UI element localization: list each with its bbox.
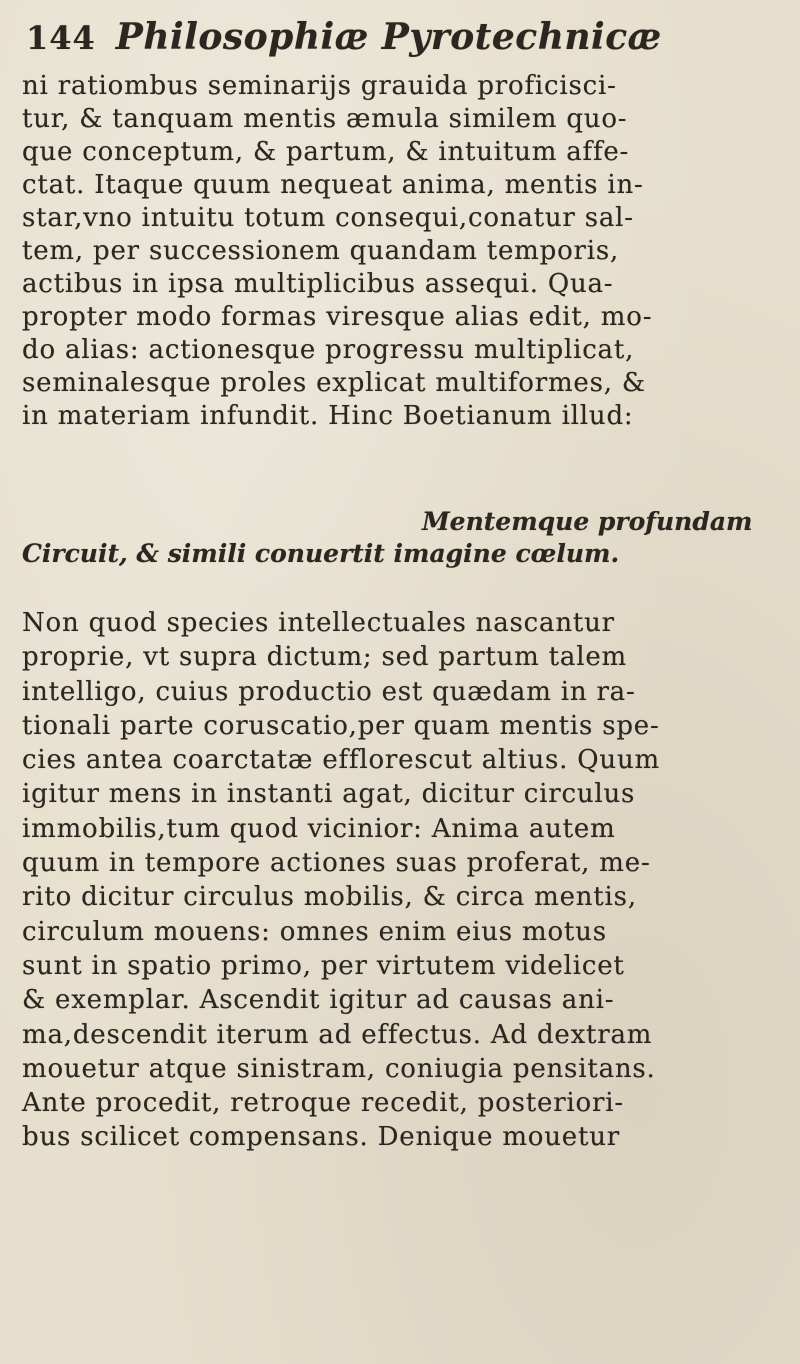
text-line: mouetur atque sinistram, coniugia pensitans. — [22, 1053, 656, 1084]
page-number: 144 — [26, 19, 96, 57]
text-line: do alias: actionesque progressu multiplicat, — [22, 335, 635, 365]
text-line: bus scilicet compensans. Denique mouetur — [22, 1122, 621, 1153]
text-line: rito dicitur circulus mobilis, & circa mentis, — [22, 882, 637, 913]
text-line: immobilis,tum quod vicinior: Anima autem — [22, 813, 616, 844]
text-line: sunt in spatio primo, per virtutem videlicet — [22, 950, 625, 981]
text-line: ma,descendit iterum ad effectus. Ad dextram — [22, 1019, 653, 1050]
text-line: igitur mens in instanti agat, dicitur circulus — [22, 779, 636, 810]
text-line: circulum mouens: omnes enim eius motus — [22, 916, 607, 947]
text-line: Non quod species intellectuales nascantur — [22, 608, 615, 638]
paragraph-two — [22, 606, 792, 1155]
text-line: propter modo formas viresque alias edit, mo- — [22, 302, 653, 332]
text-line: in materiam infundit. Hinc Boetianum illud: — [22, 401, 634, 431]
text-line: cies antea coarctatæ efflorescut altius. Quum — [22, 745, 660, 776]
text-line: tur, & tanquam mentis æmula similem quo- — [22, 104, 628, 134]
text-line: proprie, vt supra dictum; sed partum talem — [22, 642, 627, 673]
running-head: Philosophiæ Pyrotechnicæ — [115, 16, 662, 58]
quote-line-1: Mentemque profundam — [422, 507, 753, 536]
main-text — [22, 70, 792, 1153]
boethius-quote — [22, 506, 792, 570]
text-line: tionali parte coruscatio,per quam mentis spe- — [22, 710, 660, 741]
text-line: star,vno intuitu totum consequi,conatur sal- — [22, 203, 634, 233]
page-header — [26, 16, 746, 68]
paragraph-one — [22, 70, 792, 433]
text-line: seminalesque proles explicat multiformes, & — [22, 368, 646, 398]
text-line: tem, per successionem quandam temporis, — [22, 236, 620, 266]
text-line: ctat. Itaque quum nequeat anima, mentis in- — [22, 170, 644, 200]
quote-line-2: Circuit, & simili conuertit imagine cœlum. — [22, 539, 620, 568]
text-line: intelligo, cuius productio est quædam in ra- — [22, 676, 636, 707]
text-line: actibus in ipsa multiplicibus assequi. Qua- — [22, 269, 614, 299]
text-line: quum in tempore actiones suas proferat, me- — [22, 848, 651, 879]
text-line: Ante procedit, retroque recedit, posteriori- — [22, 1088, 624, 1119]
text-line: & exemplar. Ascendit igitur ad causas ani- — [22, 985, 615, 1016]
text-line: ni ratiombus seminarijs grauida proficisci- — [22, 71, 617, 101]
text-line: que conceptum, & partum, & intuitum affe- — [22, 137, 630, 167]
